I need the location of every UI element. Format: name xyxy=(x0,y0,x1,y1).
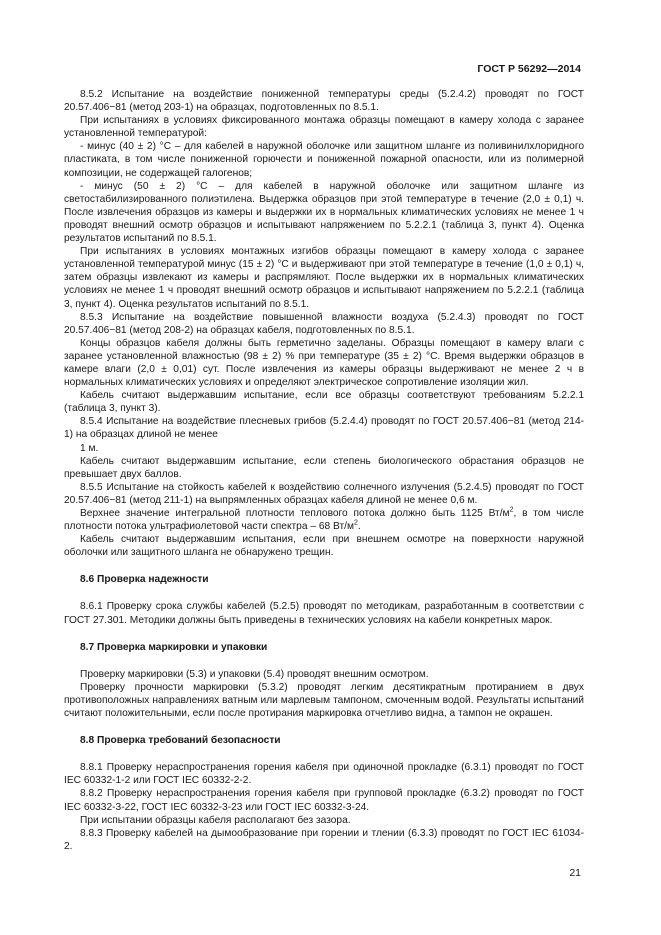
section-title-8-8: 8.8 Проверка требований безопасности xyxy=(80,735,281,747)
paragraph-8-6-1: 8.6.1 Проверку срока службы кабелей (5.2.5) проводят по методикам, разработанным в соответствии с ГОСТ 27.301. Методики должны быть приведены в технических условиях на кабели конкретных марок. xyxy=(64,601,584,626)
paragraph-8-5-2: 8.5.2 Испытание на воздействие пониженной температуры среды (5.2.4.2) проводят по ГОСТ 20.57.406−81 (метод 203-1) на образцах, подготовленных по 8.5.1. xyxy=(64,89,584,114)
page-content xyxy=(64,88,584,853)
paragraph: Проверку маркировки (5.3) и упаковки (5.4) проводят внешним осмотром. xyxy=(80,668,429,680)
flux-text-1: Верхнее значение интегральной плотности теплового потока должно быть 1125 Вт/м xyxy=(80,508,510,519)
paragraph-8-8-1: 8.8.1 Проверку нераспространения горения кабеля при одиночной прокладке (6.3.1) проводят по ГОСТ IEC 60332-1-2 или ГОСТ IEC 60332-2-2. xyxy=(64,762,584,787)
paragraph: Кабель считают выдержавшим испытание, если все образцы соответствуют требованиям 5.2.2.1 (таблица 3, пункт 3). xyxy=(64,390,584,415)
document-header: ГОСТ Р 56292—2014 xyxy=(477,63,581,75)
list-item: - минус (50 ± 2) °С – для кабелей в наружной оболочке или защитном шланге из светостабилизированного полиэтилена. Выдержка образцов при этой температуре в течение (2,0 ± 0,1) ч. После извлечения образцов из камеры и выдержки их в нормальных климатических условиях не менее 1 ч проводят внешний осмотр образцов и испытывают напряжением по 5.2.2.1 (таблица 3, пункт 4). Оценка результатов испытаний по 8.5.1. xyxy=(64,180,584,245)
paragraph-8-5-3: 8.5.3 Испытание на воздействие повышенной влажности воздуха (5.2.4.3) проводят по ГОСТ 20.57.406−81 (метод 208-2) на образцах кабеля, подготовленных по 8.5.1. xyxy=(64,311,584,336)
paragraph: Концы образцов кабеля должны быть герметично заделаны. Образцы помещают в камеру влаги с заранее установленной влажностью (98 ± 2) % при температуре (35 ± 2) °С. Время выдержки образцов в камере влаги (2,0 ± 0,01) сут. После извлечения из камеры образцы выдерживают не менее 2 ч в нормальных климатических условиях и определяют электрическое сопротивление изоляции жил. xyxy=(64,337,584,389)
flux-text-3: . xyxy=(357,521,361,533)
paragraph: Проверку прочности маркировки (5.3.2) проводят легким десятикратным протиранием в двух противоположных направлениях ватным или марлевым тампоном, смоченным водой. Результаты испытаний считают положительными, если после протирания маркировка отчетливо видна, а тампон не окрашен. xyxy=(64,681,584,720)
section-title-8-7: 8.7 Проверка маркировки и упаковки xyxy=(80,641,268,653)
superscript: 2 xyxy=(509,506,514,514)
paragraph: При испытаниях в условиях фиксированного монтажа образцы помещают в камеру холода с заранее установленной температурой: xyxy=(64,115,584,140)
paragraph-8-8-3: 8.8.3 Проверку кабелей на дымообразование при горении и тлении (6.3.3) проводят по ГОСТ IEC 61034-2. xyxy=(64,827,584,852)
flux-paragraph xyxy=(64,507,584,533)
paragraph: 1 м. xyxy=(80,442,99,454)
paragraph: Кабель считают выдержавшим испытание, если степень биологического обрастания образцов не превышает двух баллов. xyxy=(64,455,584,480)
paragraph-8-5-4: 8.5.4 Испытание на воздействие плесневых грибов (5.2.4.4) проводят по ГОСТ 20.57.406−81 (метод 214-1) на образцах длиной не менее xyxy=(64,416,584,441)
list-item: - минус (40 ± 2) °С – для кабелей в наружной оболочке или защитном шланге из поливинилхлоридного пластиката, в том числе пониженной горючести и пониженной пожарной опасности, или из полимерной композиции, не содержащей галогенов; xyxy=(64,141,584,179)
paragraph-8-8-2: 8.8.2 Проверку нераспространения горения кабеля при групповой прокладке (6.3.2) проводят по ГОСТ IEC 60332-3-22, ГОСТ IEC 60332-3-23 или ГОСТ IEC 60332-3-24. xyxy=(64,788,584,813)
paragraph-8-5-5: 8.5.5 Испытание на стойкость кабелей к воздействию солнечного излучения (5.2.4.5) проводят по ГОСТ 20.57.406−81 (метод 211-1) на выпрямленных образцах кабеля длиной не менее 0,6 м. xyxy=(64,481,584,506)
superscript: 2 xyxy=(353,519,358,527)
paragraph: Кабель считают выдержавшим испытания, если при внешнем осмотре на поверхности наружной оболочки или защитного шланга не обнаружено трещин. xyxy=(64,534,584,559)
paragraph: При испытаниях в условиях монтажных изгибов образцы помещают в камеру холода с заранее установленной температурой минус (15 ± 2) °С и выдерживают при этой температуре в течение (1,0 ± 0,1) ч, затем образцы извлекают из камеры и распрямляют. После выдержки их в нормальных климатических условиях не менее 1 ч проводят внешний осмотр образцов и испытывают напряжением по 5.2.2.1 (таблица 3, пункт 4). Оценка результатов испытаний по 8.5.1. xyxy=(64,246,584,310)
page-number: 21 xyxy=(569,867,581,879)
flux-text-2: , в том числе плотности потока ультрафиолетовой части спектра – 68 Вт/м xyxy=(64,508,584,533)
paragraph: При испытании образцы кабеля располагают без зазора. xyxy=(80,814,351,826)
section-title-8-6: 8.6 Проверка надежности xyxy=(80,574,209,586)
